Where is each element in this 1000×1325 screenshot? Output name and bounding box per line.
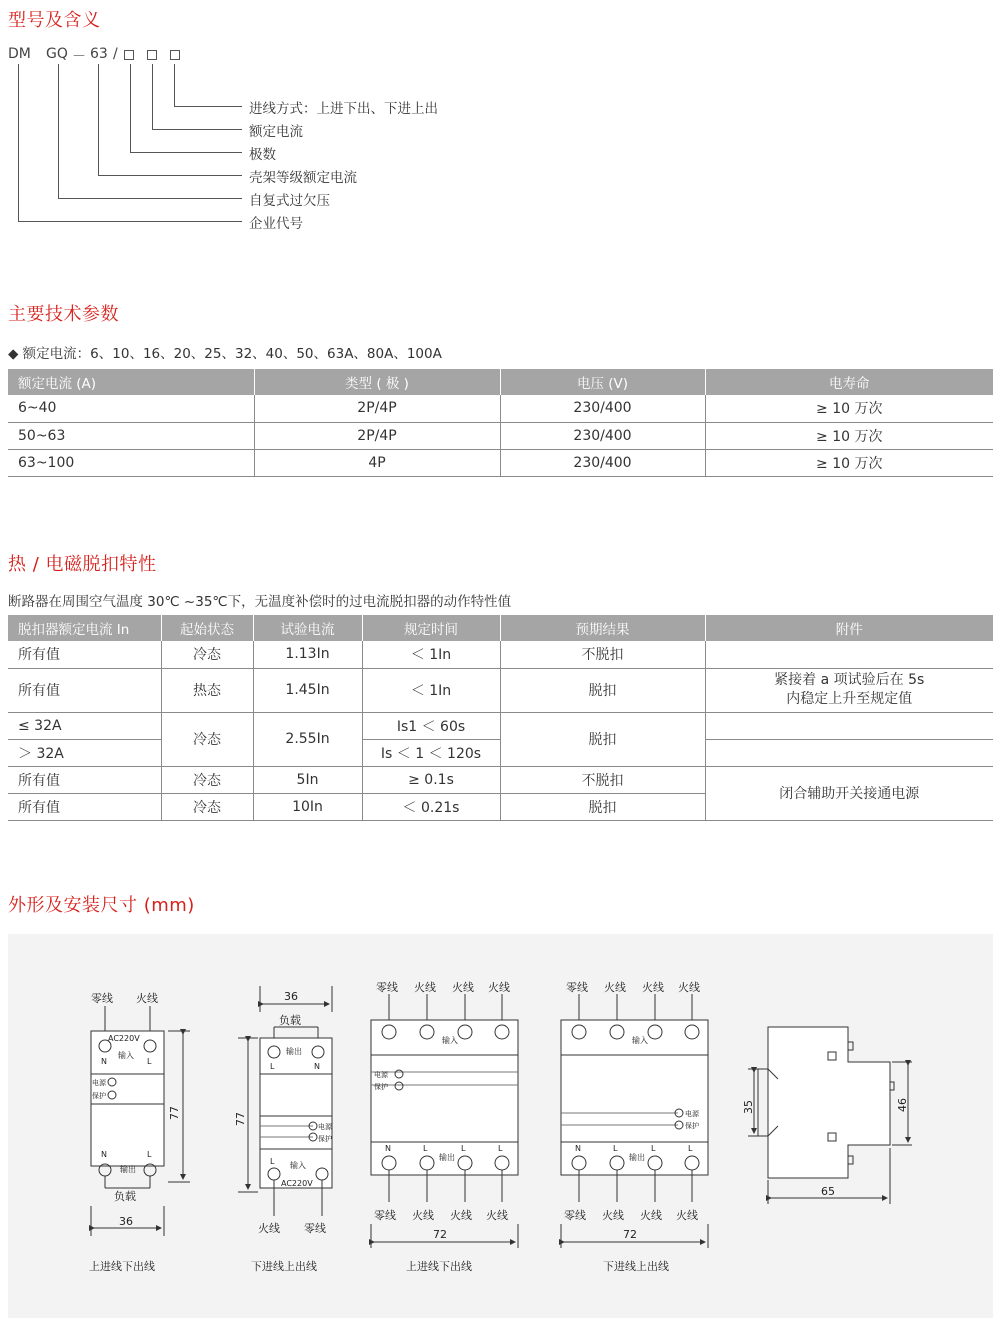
table-row (8, 668, 993, 712)
leader-line (58, 64, 59, 198)
dimension-drawings (8, 934, 993, 1318)
cell: 2P/4P (254, 422, 500, 449)
caption-3: 上进线下出线 (406, 1260, 472, 1273)
label-n: N (575, 1144, 581, 1153)
diagram-2p-top-in (89, 991, 190, 1273)
label-l: L (147, 1057, 152, 1066)
label-live: 火线 (676, 1209, 698, 1222)
cell: 脱扣 (500, 793, 705, 820)
code-box-1 (124, 50, 134, 60)
cell: 所有值 (8, 668, 161, 712)
cell: 所有值 (8, 766, 161, 793)
legend-item: 进线方式：上进下出、下进上出 (249, 101, 438, 117)
cell: 230/400 (500, 422, 705, 449)
cell-line: 内稳定上升至规定值 (786, 691, 913, 707)
cell: ＜ 0.21s (362, 793, 500, 820)
label-input: 输入 (632, 1036, 648, 1045)
label-input: 输入 (118, 1051, 134, 1060)
label-protect: 保护 (685, 1122, 699, 1130)
label-ac220v: AC220V (108, 1034, 140, 1043)
leader-line (18, 221, 242, 222)
table-header-row (8, 369, 993, 395)
label-l: L (651, 1144, 656, 1153)
trip-table (8, 615, 993, 821)
label-output: 输出 (439, 1153, 455, 1162)
label-live: 火线 (452, 981, 474, 994)
cell: Is1 ＜ 60s (362, 712, 500, 739)
leader-line (98, 64, 99, 175)
cell: ≥ 10 万次 (705, 422, 993, 449)
label-n: N (101, 1150, 107, 1159)
cell: 脱扣 (500, 712, 705, 766)
leader-line (98, 175, 242, 176)
leader-line (130, 152, 242, 153)
cell: 2.55In (253, 712, 362, 766)
cell: 6~40 (8, 395, 254, 422)
cell: 10In (253, 793, 362, 820)
column-header: 电压 (V) (500, 369, 705, 395)
dim-width: 72 (623, 1228, 637, 1241)
cell: ≤ 32A (8, 712, 161, 739)
dim-height-1: 35 (742, 1100, 755, 1114)
label-live: 火线 (604, 981, 626, 994)
cell: 63~100 (8, 449, 254, 476)
label-l: L (147, 1150, 152, 1159)
column-header: 电寿命 (705, 369, 993, 395)
cell (705, 668, 993, 712)
label-live: 火线 (450, 1209, 472, 1222)
cell (705, 641, 993, 668)
leader-line (152, 64, 153, 129)
label-live: 火线 (412, 1209, 434, 1222)
label-power: 电源 (374, 1071, 388, 1079)
label-power: 电源 (685, 1110, 699, 1118)
code-box-2 (147, 50, 157, 60)
section-title-model: 型号及含义 (8, 10, 101, 31)
label-protect: 保护 (92, 1092, 106, 1100)
column-header: 规定时间 (362, 615, 500, 641)
label-neutral: 零线 (91, 992, 113, 1005)
cell: 热态 (161, 668, 253, 712)
cell: 所有值 (8, 793, 161, 820)
column-header: 附件 (705, 615, 993, 641)
rated-current-note: ◆ 额定电流：6、10、16、20、25、32、40、50、63A、80A、100A (8, 346, 442, 362)
dim-height-2: 46 (896, 1098, 909, 1112)
leader-line (152, 129, 242, 130)
code-dm: DM (8, 46, 31, 62)
label-load: 负载 (114, 1190, 136, 1203)
trip-note: 断路器在周围空气温度 30℃ ~35℃下，无温度补偿时的过电流脱扣器的动作特性值 (8, 594, 512, 610)
code-slash: / (113, 46, 118, 62)
legend-item: 自复式过欠压 (249, 193, 330, 209)
dim-height: 77 (168, 1106, 181, 1120)
legend-item: 企业代号 (249, 216, 303, 232)
label-output: 输出 (120, 1165, 136, 1174)
cell: 230/400 (500, 449, 705, 476)
column-header: 脱扣器额定电流 In (8, 615, 161, 641)
legend-item: 极数 (249, 147, 276, 163)
diagram-4p-bottom-in (561, 980, 708, 1273)
cell: 不脱扣 (500, 641, 705, 668)
label-live: 火线 (414, 981, 436, 994)
column-header: 试验电流 (253, 615, 362, 641)
cell: 脱扣 (500, 668, 705, 712)
column-header: 起始状态 (161, 615, 253, 641)
label-protect: 保护 (318, 1135, 332, 1143)
legend-item: 壳架等级额定电流 (249, 170, 357, 186)
diagram-4p-top-in (371, 980, 518, 1273)
leader-line (130, 64, 131, 152)
column-header: 类型 ( 极 ) (254, 369, 500, 395)
diagram-side-view (742, 1027, 912, 1204)
section-title-trip: 热 / 电磁脱扣特性 (8, 554, 157, 575)
label-n: N (101, 1057, 107, 1066)
dim-width: 65 (821, 1185, 835, 1198)
cell: ＞ 32A (8, 739, 161, 766)
leader-line (18, 64, 19, 221)
leader-line (174, 106, 242, 107)
label-l: L (613, 1144, 618, 1153)
label-l: L (270, 1157, 275, 1166)
cell: Is ＜ 1 ＜ 120s (362, 739, 500, 766)
cell: ＜ 1In (362, 668, 500, 712)
label-load: 负载 (279, 1014, 301, 1027)
cell (705, 739, 993, 766)
label-neutral: 零线 (566, 981, 588, 994)
label-neutral: 零线 (374, 1209, 396, 1222)
cell: 闭合辅助开关接通电源 (705, 766, 993, 820)
cell: 冷态 (161, 766, 253, 793)
table-row (8, 422, 993, 449)
table-row (8, 641, 993, 668)
label-live: 火线 (136, 992, 158, 1005)
table-header-row (8, 615, 993, 641)
label-neutral: 零线 (304, 1222, 326, 1235)
cell: ≥ 10 万次 (705, 395, 993, 422)
label-l: L (270, 1062, 275, 1071)
cell: 冷态 (161, 712, 253, 766)
label-live: 火线 (486, 1209, 508, 1222)
code-63: 63 (90, 46, 108, 62)
label-input: 输入 (442, 1036, 458, 1045)
label-neutral: 零线 (376, 981, 398, 994)
caption-1: 上进线下出线 (89, 1260, 155, 1273)
label-output: 输出 (286, 1047, 302, 1056)
cell: ≥ 10 万次 (705, 449, 993, 476)
spec-table (8, 369, 993, 477)
cell: 50~63 (8, 422, 254, 449)
legend-item: 额定电流 (249, 124, 303, 140)
cell-line: 紧接着 a 项试验后在 5s (774, 672, 925, 688)
code-dash: － (72, 49, 86, 65)
dimension-drawings-panel (8, 934, 993, 1318)
label-l: L (461, 1144, 466, 1153)
dim-width: 72 (433, 1228, 447, 1241)
table-row (8, 395, 993, 422)
label-live: 火线 (640, 1209, 662, 1222)
cell: 4P (254, 449, 500, 476)
cell: ＜ 1In (362, 641, 500, 668)
section-title-dims: 外形及安装尺寸 (mm) (8, 895, 195, 916)
label-l: L (688, 1144, 693, 1153)
cell: 所有值 (8, 641, 161, 668)
label-live: 火线 (488, 981, 510, 994)
section-title-params: 主要技术参数 (8, 304, 119, 325)
cell: 冷态 (161, 793, 253, 820)
cell: ≥ 0.1s (362, 766, 500, 793)
dim-height: 77 (234, 1112, 247, 1126)
label-ac220v: AC220V (281, 1179, 313, 1188)
cell: 1.45In (253, 668, 362, 712)
table-row (8, 712, 993, 739)
label-n: N (385, 1144, 391, 1153)
label-l: L (423, 1144, 428, 1153)
dim-width: 36 (284, 990, 298, 1003)
caption-2: 下进线上出线 (251, 1260, 317, 1273)
cell: 冷态 (161, 641, 253, 668)
label-neutral: 零线 (564, 1209, 586, 1222)
column-header: 额定电流 (A) (8, 369, 254, 395)
label-protect: 保护 (374, 1083, 388, 1091)
label-power: 电源 (92, 1079, 106, 1087)
table-row (8, 449, 993, 476)
cell (705, 712, 993, 739)
cell: 不脱扣 (500, 766, 705, 793)
cell: 1.13In (253, 641, 362, 668)
caption-4: 下进线上出线 (603, 1260, 669, 1273)
code-box-3 (170, 50, 180, 60)
label-live: 火线 (642, 981, 664, 994)
label-input: 输入 (290, 1161, 306, 1170)
diagram-2p-bottom-in (234, 986, 333, 1273)
table-row (8, 766, 993, 793)
label-power: 电源 (318, 1123, 332, 1131)
label-live: 火线 (678, 981, 700, 994)
cell: 5In (253, 766, 362, 793)
cell: 2P/4P (254, 395, 500, 422)
label-live: 火线 (602, 1209, 624, 1222)
leader-line (58, 198, 242, 199)
label-n: N (314, 1062, 320, 1071)
dim-width: 36 (119, 1215, 133, 1228)
cell: 230/400 (500, 395, 705, 422)
label-live: 火线 (258, 1222, 280, 1235)
column-header: 预期结果 (500, 615, 705, 641)
label-l: L (498, 1144, 503, 1153)
code-gq: GQ (46, 46, 68, 62)
label-output: 输出 (629, 1153, 645, 1162)
leader-line (174, 64, 175, 106)
